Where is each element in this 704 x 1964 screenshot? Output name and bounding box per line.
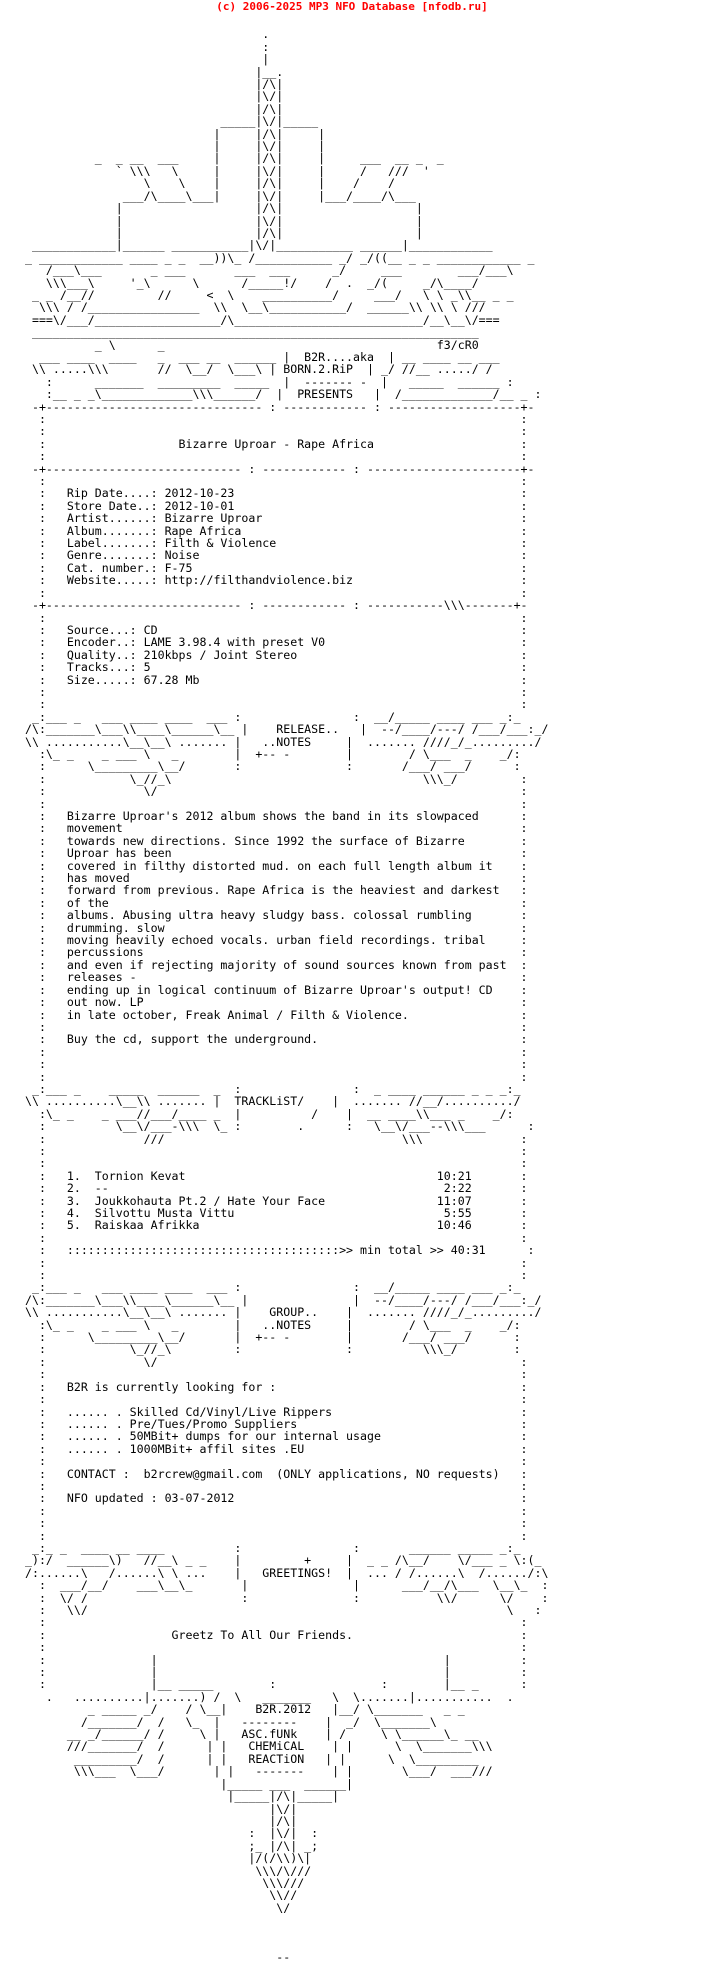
nfo-line: : in late october, Freak Animal / Filth & Violence. :	[18, 1007, 528, 1022]
nfo-line: : \_//_\ : : \\\_/ :	[18, 1342, 521, 1357]
site-credit-header: (c) 2006-2025 MP3 NFO Database [nfodb.ru]	[216, 0, 488, 13]
nfo-line: _):/ ______\) //__\ _ _ | + | _ _ /\__/ \/___ _ \:(_	[18, 1553, 542, 1568]
nfo-line: : :	[18, 1615, 528, 1630]
nfo-line: | |/\| |	[18, 201, 423, 216]
nfo-line: : :	[18, 1367, 528, 1382]
nfo-line: : \_________\__/ : : /___/ ___/ :	[18, 759, 521, 774]
nfo-line: _ _ /__// // < \ __________/ ___/ \ \ _\\__ _ _	[18, 287, 514, 302]
nfo-line: |	[18, 52, 270, 67]
nfo-line: : ending up in logical continuum of Bizarre Uproar's output! CD :	[18, 982, 528, 997]
nfo-line: : \/ / : : \\/ \/ :	[18, 1590, 549, 1605]
nfo-line: : forward from previous. Rape Africa is the heaviest and darkest :	[18, 883, 528, 898]
nfo-line: _:___ _ ___ ____ ____ ___ : : __/_____ ____ ___ _:_	[18, 1280, 521, 1295]
nfo-line: |/(/\\)\|	[18, 1851, 312, 1866]
nfo-line: : :::::::::::::::::::::::::::::::::::::::>> min total >> 40:31 :	[18, 1243, 535, 1258]
nfo-ascii-art-document	[18, 16, 548, 1964]
nfo-line: : percussions :	[18, 945, 528, 960]
nfo-line: .	[18, 27, 270, 42]
nfo-line: :\_ _ _ ___ \ _ | +-- - | / \___ _ _/:	[18, 746, 521, 761]
nfo-line: ` \\\ \ | |\/| | / /// '	[18, 163, 430, 178]
nfo-line: : ...... . Pre/Tues/Promo Suppliers :	[18, 1416, 528, 1431]
nfo-line: : \__\/___-\\\ \_ : . : \__\/___--\\\___ :	[18, 1119, 535, 1134]
nfo-line: : :	[18, 684, 528, 699]
nfo-line: : Cat. number.: F-75 :	[18, 560, 528, 575]
nfo-line: : :	[18, 1255, 528, 1270]
nfo-line: |_____|/\|_____|	[18, 1789, 340, 1804]
nfo-line: | |/\| |	[18, 126, 326, 141]
nfo-line: : towards new directions. Since 1992 the surface of Bizarre :	[18, 833, 528, 848]
nfo-line: _ _____ _/ / \__| B2R.2012 |__/ \_______ _ _	[18, 1702, 465, 1717]
nfo-line: : :	[18, 412, 528, 426]
nfo-line: : :	[18, 1528, 528, 1543]
nfo-line: /:......\ /......\ \ ... | GREETINGS! | ... / /......\ /....../:\	[18, 1565, 549, 1580]
nfo-line: -+------------------------------- : ------------ : -------------------+-	[18, 399, 535, 414]
nfo-line: : Album.......: Rape Africa :	[18, 523, 528, 538]
nfo-line: : Source...: CD :	[18, 622, 528, 637]
nfo-line: : \\/ \ :	[18, 1603, 542, 1617]
nfo-line: \\\___ \___/ | | ------- | | \___/ ___///	[18, 1764, 493, 1779]
nfo-line: : \_________\__/ | +-- - | /___/ ___/ :	[18, 1330, 521, 1345]
nfo-line: --	[18, 1950, 291, 1964]
nfo-line: : Uproar has been :	[18, 846, 528, 861]
nfo-line: : Website.....: http://filthandviolence.biz :	[18, 573, 528, 588]
nfo-line: . ..........|.......) / \ _______ \ \.......|........... .	[18, 1689, 514, 1704]
nfo-line: :__ _ _\_____________\\\______/ | PRESENTS | /_____________/__ _ :	[18, 387, 542, 402]
nfo-line: _ \ _ f3/cR0	[18, 337, 479, 352]
nfo-line: : 1. Tornion Kevat 10:21 :	[18, 1168, 528, 1183]
nfo-line: : ___/__/ ___\__\_ | | ___/__/\___ \__\_ :	[18, 1578, 549, 1593]
nfo-line: : :	[18, 1156, 528, 1171]
nfo-line: : :	[18, 697, 528, 712]
nfo-line: |/\|	[18, 1813, 298, 1828]
nfo-line: : :	[18, 1069, 528, 1084]
nfo-line: __ _/______/ / \ | ASC.fUNk | / \ \______\_ __	[18, 1727, 479, 1742]
nfo-line: : :	[18, 1019, 528, 1034]
nfo-line: : Encoder..: LAME 3.98.4 with preset V0 :	[18, 635, 528, 650]
nfo-line: : 2. -- 2:22 :	[18, 1181, 528, 1196]
nfo-line: : Tracks...: 5 :	[18, 660, 528, 675]
nfo-line: : Rip Date....: 2012-10-23 :	[18, 486, 528, 501]
nfo-line: : Greetz To All Our Friends. :	[18, 1627, 528, 1642]
nfo-line: ___/\____\___| |\/| |___/____/\___	[18, 188, 416, 203]
nfo-line: \\\///	[18, 1875, 305, 1890]
nfo-line: \\ ...........\__\__\ ....... | ..NOTES | ....... ////_/_........./	[18, 734, 542, 749]
nfo-line: : :	[18, 585, 528, 600]
nfo-line: |_____ ___ ______|	[18, 1776, 354, 1791]
nfo-line: : :	[18, 1478, 528, 1493]
nfo-line: : 5. Raiskaa Afrikka 10:46 :	[18, 1218, 528, 1233]
nfo-line: : _______ _________ _____ | ------- - | _____ ______ :	[18, 374, 514, 389]
nfo-line: : releases - :	[18, 970, 528, 985]
nfo-line: : :	[18, 1268, 528, 1283]
nfo-line: : :	[18, 610, 528, 625]
nfo-line: : CONTACT : b2rcrew@gmail.com (ONLY applications, NO requests) :	[18, 1466, 528, 1481]
nfo-line: : Genre.......: Noise :	[18, 548, 528, 563]
nfo-line: : :	[18, 1143, 528, 1158]
nfo-line: : has moved :	[18, 871, 528, 886]
nfo-line: ________________________________________________________________	[18, 325, 479, 340]
nfo-line: _ ____________ ____ _ _ __))\_ /___________ _/ _/((__ _ _ ____________ _	[18, 250, 535, 265]
nfo-line: : | | :	[18, 1652, 528, 1667]
nfo-line: : :	[18, 449, 528, 464]
nfo-line: : /// \\\ :	[18, 1131, 528, 1146]
nfo-line: : covered in filthy distorted mud. on each full length album it :	[18, 858, 528, 873]
nfo-line: /\:_______\___\\____\______\__ | RELEASE.. | --/____/---/ /___/___:_/	[18, 722, 549, 737]
nfo-line: ;_ |/\| _;	[18, 1838, 319, 1853]
nfo-line: /___\___ _ ___ ___ ___ _/ ___ ___/___\	[18, 263, 514, 278]
nfo-line: _________/ / | | REACTiON | | \ \_________	[18, 1751, 479, 1766]
nfo-line: |__.	[18, 64, 284, 79]
nfo-line: : :	[18, 1044, 528, 1059]
nfo-line: /_______/ / \_ | -------- | _/ \_______\	[18, 1714, 437, 1729]
nfo-line: |/\|	[18, 101, 284, 116]
nfo-line: : 3. Joukkohauta Pt.2 / Hate Your Face 11:07 :	[18, 1193, 528, 1208]
nfo-line: : of the :	[18, 895, 528, 910]
nfo-line: |/\|	[18, 77, 284, 92]
nfo-line: : ...... . 50MBit+ dumps for our internal usage :	[18, 1429, 528, 1444]
nfo-line: \\ .....\\\ // \__/ \___\ | BORN.2.RiP | _/ //__ ...../ /	[18, 362, 493, 377]
nfo-line: : out now. LP :	[18, 995, 528, 1010]
nfo-line: : drumming. slow :	[18, 920, 528, 935]
nfo-line: | |\/| |	[18, 213, 423, 228]
nfo-line: ///_______/ / | | CHEMiCAL | | \ \_______\\\	[18, 1739, 493, 1754]
nfo-line: : NFO updated : 03-07-2012 :	[18, 1491, 528, 1506]
nfo-line: : :	[18, 1516, 528, 1531]
nfo-line: :\_ _ _ ___//___/____ _ | / | __ ____\\___ _ _/:	[18, 1106, 514, 1121]
nfo-line: \\ ...........\__\__\ ....... | GROUP.. | ....... ////_/_........./	[18, 1305, 542, 1320]
nfo-line: : ...... . Skilled Cd/Vinyl/Live Rippers :	[18, 1404, 528, 1419]
nfo-line: : movement :	[18, 821, 528, 836]
nfo-line: ____________|______ ___________|\/|___________ ______|____________	[18, 238, 493, 253]
nfo-line: : Label.......: Filth & Violence :	[18, 536, 528, 551]
nfo-line: : | | :	[18, 1665, 528, 1680]
nfo-line: _ _ __ ___ | |/\| | ___ __ _ _	[18, 151, 444, 166]
nfo-line: : albums. Abusing ultra heavy sludgy bass. colossal rumbling :	[18, 908, 528, 923]
nfo-line: : |__ _____ : : |__ _ :	[18, 1677, 528, 1692]
nfo-line: : ...... . 1000MBit+ affil sites .EU :	[18, 1441, 528, 1456]
nfo-line: : :	[18, 1454, 528, 1469]
nfo-line: ___ ____ ____ _ ___ __ ______ | B2R....aka | __ ____ __ ___	[18, 349, 500, 364]
nfo-line: : :	[18, 474, 528, 489]
nfo-line: | |/\| |	[18, 225, 423, 240]
nfo-line: : :	[18, 1392, 528, 1407]
nfo-line: : :	[18, 1503, 528, 1518]
nfo-line: : \/ :	[18, 784, 528, 799]
nfo-line: ===\/___/__________________/\___________________________/__\__\/===	[18, 312, 500, 327]
nfo-line: :	[18, 39, 270, 54]
nfo-line: -+---------------------------- : ------------ : -----------\\\-------+-	[18, 598, 528, 613]
nfo-line: \/	[18, 1900, 291, 1915]
nfo-line: /\:_______\___\\____\______\__ | | --/____/---/ /___/___:_/	[18, 1292, 542, 1307]
nfo-line: \\\/\///	[18, 1863, 312, 1878]
nfo-line: : Quality..: 210kbps / Joint Stereo :	[18, 647, 528, 662]
nfo-line: _:___ _ _____ ______ _ : : _ ____ ______ _ _ _:_	[18, 1081, 521, 1096]
nfo-line: : :	[18, 1640, 528, 1655]
nfo-line: : Bizarre Uproar's 2012 album shows the band in its slowpaced :	[18, 809, 528, 823]
nfo-line: \\\___\ '_\ \ /_____!/ / . _/( _/\____/	[18, 275, 479, 290]
nfo-line: :\_ _ _ ___ \ _ | ..NOTES | / \___ _ _/:	[18, 1317, 521, 1332]
nfo-line: : Artist......: Bizarre Uproar :	[18, 511, 528, 526]
nfo-line: \ \ | |/\| | / /	[18, 176, 395, 191]
nfo-line: : Size.....: 67.28 Mb :	[18, 672, 528, 687]
nfo-line: | |\/| |	[18, 139, 326, 154]
nfo-line: : Bizarre Uproar - Rape Africa :	[18, 436, 528, 451]
nfo-line: : :	[18, 424, 528, 439]
nfo-line: _____|\/|_____	[18, 114, 319, 129]
nfo-line: \\//	[18, 1888, 298, 1903]
nfo-line: \\ ..........\__\\ ....... | TRACKLiST/ | ....... //__/........../	[18, 1094, 521, 1109]
nfo-line: : Store Date..: 2012-10-01 :	[18, 498, 528, 513]
nfo-line: _:_ _ ____ __ ____ : : ______ _____ _:_	[18, 1540, 521, 1555]
nfo-line: : and even if rejecting majority of sound sources known from past :	[18, 957, 528, 972]
nfo-line: -+---------------------------- : ------------ : ----------------------+-	[18, 461, 535, 476]
nfo-line: |\/|	[18, 89, 284, 104]
nfo-line: : 4. Silvottu Musta Vittu 5:55 :	[18, 1206, 528, 1220]
nfo-line: : B2R is currently looking for : :	[18, 1379, 528, 1394]
nfo-line: : \/ :	[18, 1354, 528, 1369]
nfo-line: : :	[18, 796, 528, 811]
nfo-line: : :	[18, 1057, 528, 1072]
nfo-line: : moving heavily echoed vocals. urban field recordings. tribal :	[18, 933, 528, 948]
nfo-line: \\\ / /________________ \\ \__\___________/ ______\\ \\ \ ///	[18, 300, 486, 315]
nfo-line: : |\/| :	[18, 1826, 319, 1841]
nfo-line: : :	[18, 1230, 528, 1245]
nfo-line: |\/|	[18, 1801, 298, 1816]
nfo-line: : \_//_\ \\\_/ :	[18, 771, 528, 786]
nfo-line: : Buy the cd, support the underground. :	[18, 1032, 528, 1047]
nfo-line: _:___ _ ___ ____ ____ ___ : : __/_____ ____ ___ _:_	[18, 709, 521, 724]
